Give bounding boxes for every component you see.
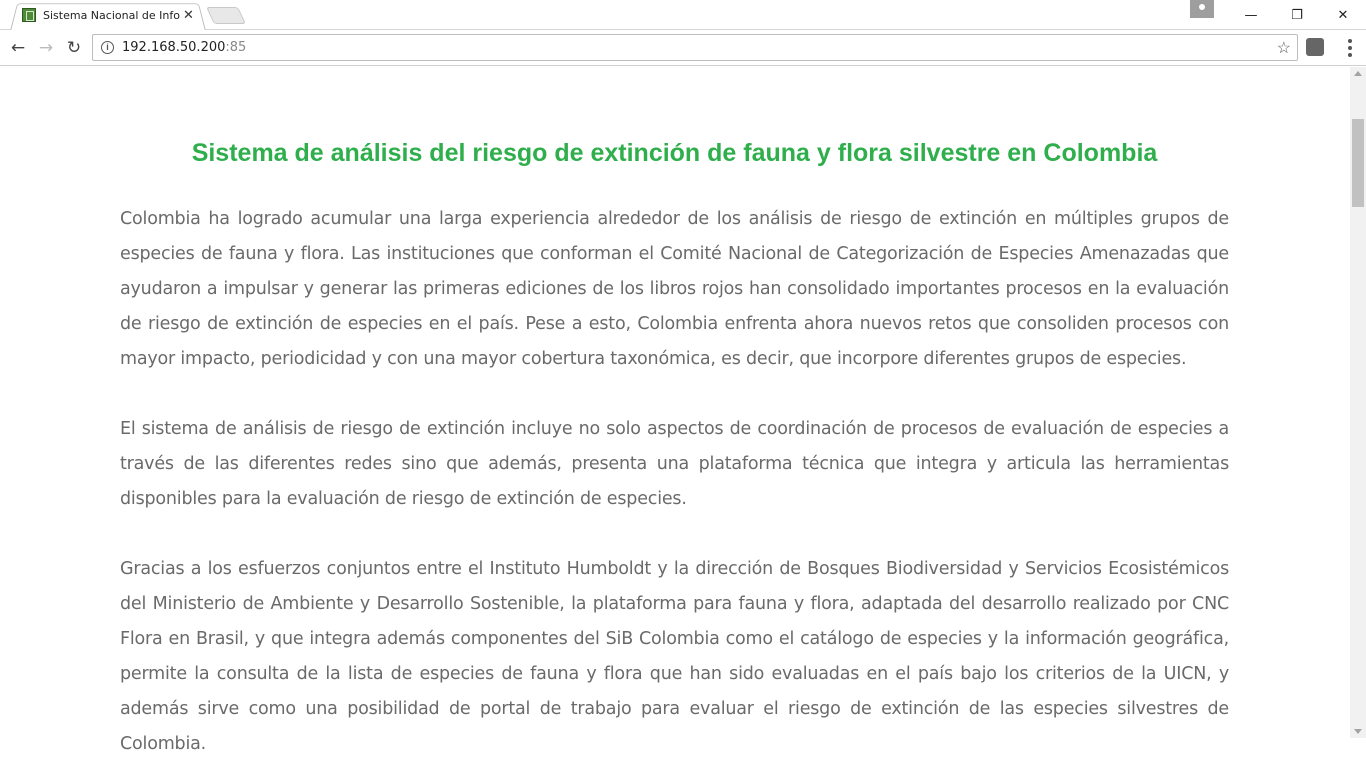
extension-icon[interactable] xyxy=(1306,38,1324,56)
reload-button[interactable]: ↻ xyxy=(66,38,82,58)
close-window-button[interactable]: ✕ xyxy=(1337,7,1349,23)
browser-tab-content[interactable] xyxy=(22,6,200,24)
site-favicon-icon xyxy=(22,8,36,22)
page-viewport xyxy=(0,67,1350,754)
scroll-thumb[interactable] xyxy=(1352,119,1364,207)
url-host: 192.168.50.200 xyxy=(122,40,226,55)
url-port: :85 xyxy=(225,40,247,55)
tab-close-icon[interactable]: ✕ xyxy=(183,7,194,22)
window-controls xyxy=(1190,0,1366,30)
new-tab-button[interactable] xyxy=(206,7,246,24)
system-paragraph: El sistema de análisis de riesgo de extinción incluye no solo aspectos de coordinación de procesos de evaluación de especies a través de las diferentes redes sino que además, presenta una plataforma técnica que integra y articula las herramientas disponibles para la evaluación de riesgo de extinción de especies. xyxy=(120,419,1229,509)
profile-icon[interactable] xyxy=(1190,0,1214,18)
url-text[interactable] xyxy=(122,40,246,55)
back-button[interactable]: ← xyxy=(10,38,26,58)
address-bar[interactable] xyxy=(92,34,1298,61)
minimize-button[interactable]: — xyxy=(1244,7,1258,23)
vertical-scrollbar[interactable] xyxy=(1350,67,1366,738)
tab-title: Sistema Nacional de Info xyxy=(43,8,180,22)
platform-paragraph: Gracias a los esfuerzos conjuntos entre el Instituto Humboldt y la dirección de Bosques Biodiversidad y Servicios Ecosistémicos del Ministerio de Ambiente y Desarrollo Sostenible, la plataforma para fauna y flora, adaptada del desarrollo realizado por CNC Flora en Brasil, y que integra además componentes del SiB Colombia como el catálogo de especies y la información geográfica, permite la consulta de la lista de especies de fauna y flora que han sido evaluadas en el país bajo los criterios de la UICN, y además sirve como una posibilidad de portal de trabajo para evaluar el riesgo de extinción de las especies silvestres de Colombia. xyxy=(120,559,1229,754)
menu-dot xyxy=(1348,39,1352,43)
menu-dot xyxy=(1348,46,1352,50)
scroll-up-arrow-icon[interactable] xyxy=(1354,71,1362,76)
page-title: Sistema de análisis del riesgo de extinción de fauna y flora silvestre en Colombia xyxy=(191,139,1158,167)
menu-dot xyxy=(1348,53,1352,57)
forward-button[interactable]: → xyxy=(38,38,54,58)
browser-menu-icon[interactable] xyxy=(1340,37,1360,59)
bookmark-star-icon[interactable]: ☆ xyxy=(1276,40,1291,57)
scroll-down-arrow-icon[interactable] xyxy=(1354,729,1362,734)
site-info-icon[interactable]: i xyxy=(101,41,114,54)
restore-button[interactable]: ❐ xyxy=(1291,7,1303,23)
browser-toolbar xyxy=(0,30,1366,66)
tab-strip xyxy=(0,0,1366,30)
intro-paragraph: Colombia ha logrado acumular una larga experiencia alrededor de los análisis de riesgo de extinción en múltiples grupos de especies de fauna y flora. Las instituciones que conforman el Comité Nacional de Categorización de Especies Amenazadas que ayudaron a impulsar y generar las primeras ediciones de los libros rojos han consolidado importantes procesos en la evaluación de riesgo de extinción de especies en el país. Pese a esto, Colombia enfrenta ahora nuevos retos que consoliden procesos con mayor impacto, periodicidad y con una mayor cobertura taxonómica, es decir, que incorpore diferentes grupos de especies. xyxy=(120,209,1229,369)
